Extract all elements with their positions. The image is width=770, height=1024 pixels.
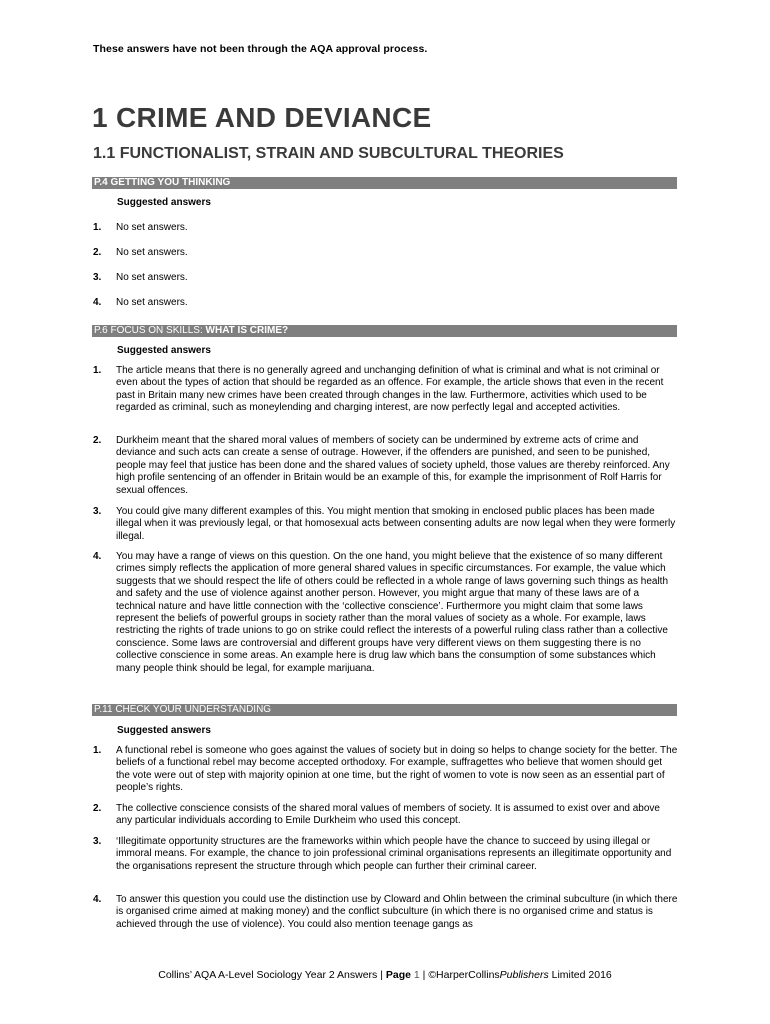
item-text: The collective conscience consists of the shared moral values of members of society. It is assumed to exist over and above any particular individuals according to Emile Durkheim who used this concept. [116, 803, 660, 827]
page-footer: Collins’ AQA A-Level Sociology Year 2 Answers | Page 1 | ©HarperCollinsPublishers Limited 2016 [158, 969, 612, 981]
list-item [92, 365, 678, 415]
item-number: 4. [93, 551, 102, 562]
list-item [92, 894, 678, 931]
section-heading-p4: P.4 GETTING YOU THINKING [92, 177, 677, 189]
item-number: 2. [93, 247, 102, 258]
list-item [92, 506, 678, 543]
section-heading-p11: P.11 CHECK YOUR UNDERSTANDING [92, 704, 677, 716]
suggested-answers-label: Suggested answers [117, 197, 211, 208]
item-text: ‘Illegitimate opportunity structures are the frameworks within which people have the chance to succeed by using illegal or immoral means. For example, the chance to join professional criminal organisations represents an illegitimate opportunity and the organisations represent the structure through which people can further their criminal career. [116, 836, 672, 872]
item-text: No set answers. [116, 247, 188, 258]
item-text: Durkheim meant that the shared moral values of members of society can be undermined by extreme acts of crime and deviance and such acts can create a sense of outrage. However, if the offenders are punished, and seen to be punished, people may feel that justice has been done and the shared values of society upheld, those values are thereby reinforced. Any high profile sentencing of an offender in Britain would be an example of this, for example the imprisonment of Rolf Harris for sexual offences. [116, 435, 670, 496]
item-number: 3. [93, 506, 102, 517]
list-item [92, 551, 678, 675]
suggested-answers-label: Suggested answers [117, 345, 211, 356]
list-item [92, 745, 678, 795]
list-item [92, 803, 678, 828]
item-text: You may have a range of views on this question. On the one hand, you might believe that the existence of so many different crimes simply reflects the application of more general shared values in specific circumstances. For example, the value which suggests that we should respect the life of others could be reflected in a whole range of laws governing such things as health and safety and the use of violence against another person. However, you might argue that many of these laws are of a technical nature and have little connection with the ‘collective conscience’. Furthermore you might claim that some laws represent the beliefs of powerful groups in society rather than the moral values of society as a whole. For example, laws restricting the rights of trade unions to go on strike could reflect the interests of a powerful ruling class rather than a collective conscience. Some laws are controversial and different groups have very different views on them suggesting there is no collective conscience in some areas. An example here is drug law which bans the consumption of some substances which many people think should be legal, for example marijuana. [116, 551, 669, 674]
item-number: 3. [93, 836, 102, 847]
item-number: 3. [93, 272, 102, 283]
item-text: To answer this question you could use the distinction use by Cloward and Ohlin between the criminal subculture (in which there is organised crime aimed at making money) and the conflict subculture (in which there is no organised crime and status is achieved through the use of violence). You could also mention teenage gangs as [116, 894, 678, 930]
item-text: A functional rebel is someone who goes against the values of society but in doing so helps to change society for the better. The beliefs of a functional rebel may become accepted orthodoxy. For example, suffragettes who believe that women should get the vote were out of step with majority opinion at one time, but the right of women to vote is now seen as an essential part of people’s rights. [116, 745, 678, 794]
suggested-answers-label: Suggested answers [117, 725, 211, 736]
item-number: 2. [93, 803, 102, 814]
item-number: 4. [93, 297, 102, 308]
section-heading-p6: P.6 FOCUS ON SKILLS: WHAT IS CRIME? [92, 325, 677, 337]
item-text: No set answers. [116, 272, 188, 283]
item-text: No set answers. [116, 222, 188, 233]
item-number: 4. [93, 894, 102, 905]
section-title: 1.1 FUNCTIONALIST, STRAIN AND SUBCULTURAL THEORIES [93, 145, 564, 162]
disclaimer: These answers have not been through the AQA approval process. [93, 43, 428, 55]
item-text: No set answers. [116, 297, 188, 308]
list-item [92, 297, 678, 309]
item-number: 2. [93, 435, 102, 446]
item-number: 1. [93, 365, 102, 376]
list-item [92, 435, 678, 497]
item-number: 1. [93, 745, 102, 756]
list-item [92, 836, 678, 873]
page-number: 1 [413, 969, 420, 981]
item-text: The article means that there is no generally agreed and unchanging definition of what is criminal and what is not criminal or even about the types of action that should be regarded as an offence. For example, the article shows that even in the recent past in Britain many new crimes have been created through changes in the law. Furthermore, activities which used to be regarded as criminal, such as moneylending and charging interest, are now perfectly legal and accepted activities. [116, 365, 664, 414]
item-number: 1. [93, 222, 102, 233]
item-text: You could give many different examples of this. You might mention that smoking in enclosed public places has been made illegal when it was previously legal, or that homosexual acts between consenting adults are now legal when they were formerly illegal. [116, 506, 676, 542]
chapter-title: 1 CRIME AND DEVIANCE [92, 102, 432, 133]
list-item [92, 272, 678, 284]
list-item [92, 247, 678, 259]
list-item [92, 222, 678, 234]
